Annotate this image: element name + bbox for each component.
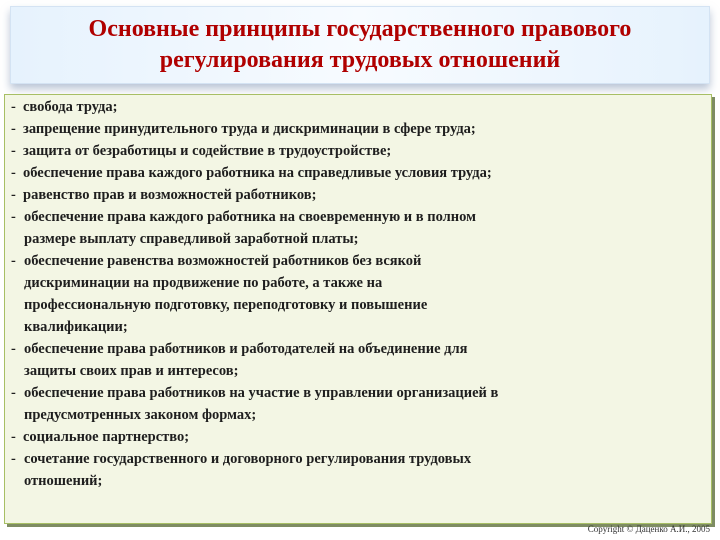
principle-item — [11, 206, 707, 250]
slide-title — [89, 14, 632, 76]
title-line-2: регулирования трудовых отношений — [159, 47, 561, 73]
bullet-dash: - — [11, 429, 16, 445]
bullet-dash: - — [11, 187, 16, 203]
principles-list — [11, 96, 707, 492]
principle-text-line: защита от безработицы и содействие в трудоустройстве; — [23, 143, 392, 159]
principle-text-line: профессиональную подготовку, переподготовку и повышение — [24, 297, 428, 313]
principle-item — [11, 140, 707, 162]
bullet-dash: - — [11, 253, 16, 269]
principle-text-line: свобода труда; — [23, 99, 118, 115]
principle-item — [11, 250, 707, 338]
principle-text-line: предусмотренных законом формах; — [24, 407, 257, 423]
bullet-dash: - — [11, 209, 16, 225]
principle-text-line: равенство прав и возможностей работников; — [23, 187, 317, 203]
principle-item — [11, 118, 707, 140]
principle-text-line: социальное партнерство; — [23, 429, 190, 445]
principle-text-line: отношений; — [24, 473, 103, 489]
principle-text-line: квалификации; — [24, 319, 128, 335]
principle-text-line: размере выплату справедливой заработной платы; — [24, 231, 359, 247]
principle-item — [11, 162, 707, 184]
principle-item — [11, 338, 707, 382]
principle-text-line: обеспечение права каждого работника на справедливые условия труда; — [23, 165, 492, 181]
principle-item — [11, 448, 707, 492]
principle-text-line: обеспечение права работников и работодателей на объединение для — [24, 341, 468, 357]
principle-item — [11, 184, 707, 206]
bullet-dash: - — [11, 165, 16, 181]
principles-box — [4, 94, 712, 524]
title-line-1: Основные принципы государственного правового — [88, 16, 632, 42]
bullet-dash: - — [11, 99, 16, 115]
principle-text-line: обеспечение права каждого работника на своевременную и в полном — [24, 209, 476, 225]
principle-item — [11, 382, 707, 426]
bullet-dash: - — [11, 341, 16, 357]
bullet-dash: - — [11, 121, 16, 137]
copyright-footer: Copyright © Даценко А.И., 2005 — [587, 524, 710, 534]
principle-text-line: дискриминации на продвижение по работе, а также на — [24, 275, 383, 291]
bullet-dash: - — [11, 143, 16, 159]
principle-item — [11, 426, 707, 448]
principle-text-line: сочетание государственного и договорного регулирования трудовых — [24, 451, 472, 467]
bullet-dash: - — [11, 385, 16, 401]
principle-text-line: обеспечение равенства возможностей работников без всякой — [24, 253, 422, 269]
bullet-dash: - — [11, 451, 16, 467]
principle-text-line: обеспечение права работников на участие в управлении организацией в — [24, 385, 499, 401]
principle-item — [11, 96, 707, 118]
principle-text-line: защиты своих прав и интересов; — [24, 363, 239, 379]
principle-text-line: запрещение принудительного труда и дискриминации в сфере труда; — [23, 121, 476, 137]
title-banner — [10, 6, 710, 84]
